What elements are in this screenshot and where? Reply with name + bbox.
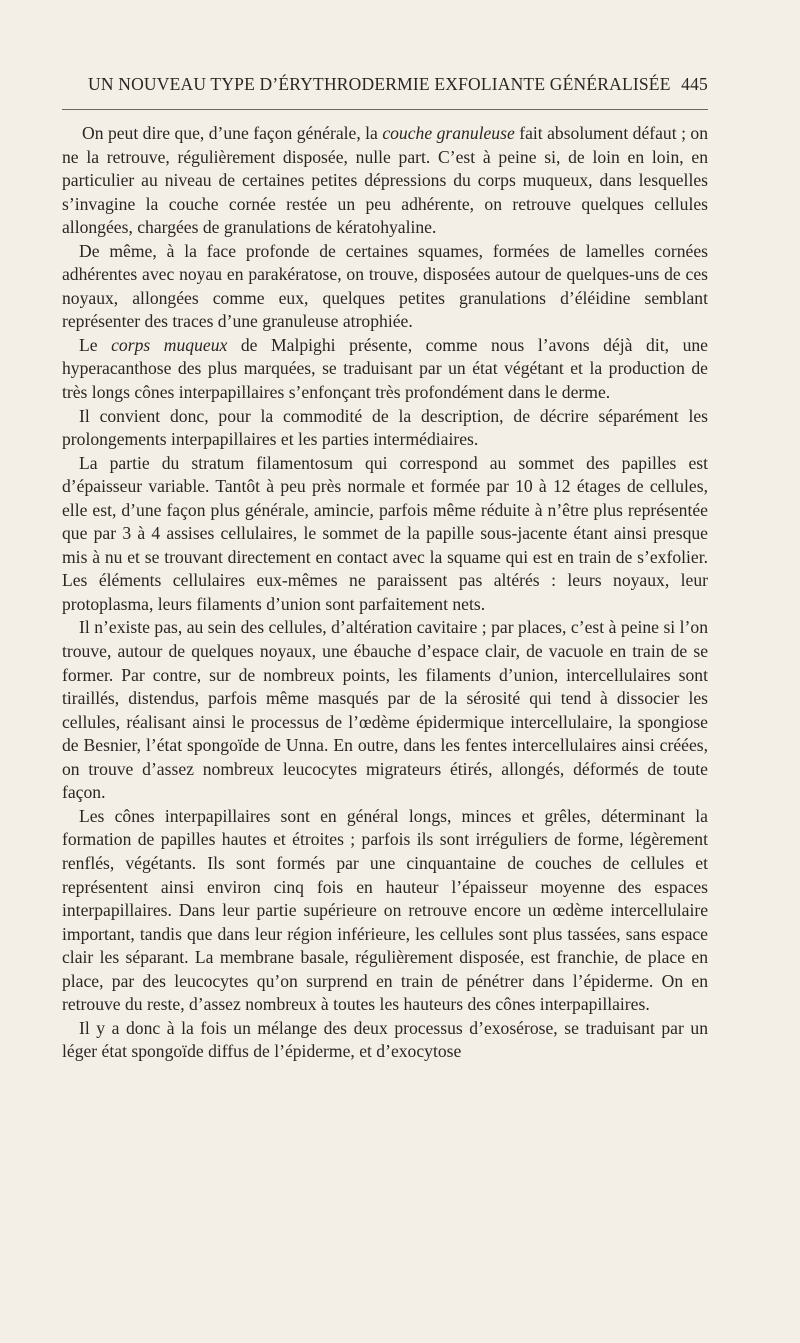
paragraph-4 [62, 405, 708, 452]
running-header [88, 74, 708, 100]
running-title: UN NOUVEAU TYPE D’ÉRYTHRODERMIE EXFOLIANTE GÉNÉRALISÉE [88, 74, 671, 94]
segment: Le [79, 334, 112, 355]
segment: Il y a donc à la fois un mélange des deux processus d’exosérose, se traduisant par un léger état spongoïde diffus de l’épiderme, et d’exocytose [62, 1017, 708, 1062]
page-number: 445 [681, 74, 708, 94]
paragraph-6 [62, 616, 708, 804]
segment: de Malpighi présente, comme nous l’avons déjà dit, une hyperacanthose des plus marquées, se traduisant par un état végétant et la production de très longs cônes interpapillaires s’enfonçant très profondément dans le derme. [62, 334, 708, 403]
italic-term: corps muqueux [111, 334, 228, 355]
paragraph-3 [62, 334, 708, 405]
segment: Il n’existe pas, au sein des cellules, d’altération cavitaire ; par places, c’est à peine si l’on trouve, autour de quelques noyaux, une ébauche d’espace clair, de vacuole en train de se former. Par contre, sur de nombreux points, les filaments d’union, intercellulaires sont tiraillés, distendus, parfois même masqués par de la sérosité qui tend à dissocier les cellules, réalisant ainsi le processus de l’œdème épidermique intercellulaire, la spongiose de Besnier, l’état spongoïde de Unna. En outre, dans les fentes intercellulaires ainsi créées, on trouve d’assez nombreux leucocytes migrateurs étirés, allongés, déformés de toute façon. [62, 617, 708, 803]
segment: De même, à la face profonde de certaines squames, formées de lamelles cornées adhérentes avec noyau en parakératose, on trouve, disposées autour de quelques-uns de ces noyaux, allongées comme eux, quelques petites granulations d’éléidine semblant représenter des traces d’une granuleuse atrophiée. [62, 240, 708, 332]
paragraph-1 [62, 122, 708, 240]
paragraph-5 [62, 452, 708, 617]
paragraph-7 [62, 805, 708, 1017]
paragraph-2 [62, 240, 708, 334]
segment: La partie du stratum filamentosum qui correspond au sommet des papilles est d’épaisseur variable. Tantôt à peu près normale et formée par 10 à 12 étages de cellules, elle est, d’une façon plus générale, amincie, parfois même réduite à n’être plus représentée que par 3 à 4 assises cellulaires, le sommet de la papille sous-jacente étant ainsi presque mis à nu et se trouvant directement en contact avec la squame qui est en train de s’exfolier. Les éléments cellulaires eux-mêmes ne paraissent pas altérés : leurs noyaux, leur protoplasma, leurs filaments d’union sont parfaitement nets. [62, 452, 708, 614]
segment: Les cônes interpapillaires sont en général longs, minces et grêles, déterminant la formation de papilles hautes et étroites ; parfois ils sont irréguliers de forme, légèrement renflés, végétants. Ils sont formés par une cinquantaine de couches de cellules et représentent ainsi environ cinq fois en hauteur l’épaisseur moyenne des espaces interpapillaires. Dans leur partie supérieure on retrouve encore un œdème intercellulaire important, tandis que dans leur région inférieure, les cellules sont plus tassées, sans espace clair les séparant. La membrane basale, régulièrement disposée, est franchie, de place en place, par des leucocytes qu’on surprend en train de pénétrer dans l’épiderme. On en retrouve du reste, d’assez nombreux à toutes les hauteurs des cônes interpapillaires. [62, 805, 708, 1015]
segment: On peut dire que, d’une façon générale, la [82, 123, 383, 143]
header-rule [62, 109, 708, 110]
body-text [62, 122, 708, 1064]
italic-term: couche granuleuse [382, 123, 515, 143]
segment: fait absolument défaut ; on ne la retrouve, régulièrement disposée, nulle part. C’est à peine si, de loin en loin, en particulier au niveau de certaines petites dépressions du corps muqueux, dans lesquelles s’invagine la couche cornée restée un peu adhérente, on retrouve quelques cellules allongées, chargées de granulations de kératohyaline. [62, 123, 708, 238]
segment: Il convient donc, pour la commodité de la description, de décrire séparément les prolongements interpapillaires et les parties intermédiaires. [62, 405, 708, 450]
paragraph-8 [62, 1017, 708, 1064]
